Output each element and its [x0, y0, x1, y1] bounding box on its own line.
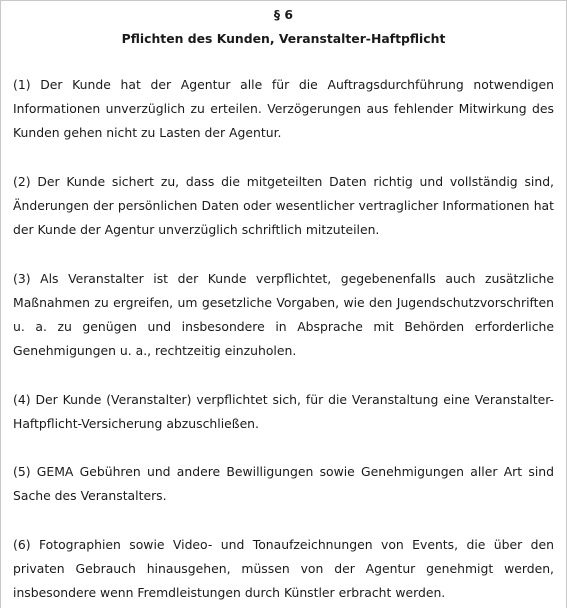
clause-4: (4) Der Kunde (Veranstalter) verpflichtet sich, für die Veranstaltung eine Veranstalter-Haftpflicht-Versicherung abzuschließen.: [13, 392, 554, 431]
clause-3: (3) Als Veranstalter ist der Kunde verpflichtet, gegebenenfalls auch zusätzliche Maßnahmen zu ergreifen, um gesetzliche Vorgaben, wie den Jugendschutzvorschriften u. a. zu genügen und insbesondere in Absprache mit Behörden erforderliche Genehmigungen u. a., rechtzeitig einzuholen.: [13, 271, 554, 358]
clause-5: (5) GEMA Gebühren und andere Bewilligungen sowie Genehmigungen aller Art sind Sache des Veranstalters.: [13, 464, 554, 503]
clause-6: (6) Fotographien sowie Video- und Tonaufzeichnungen von Events, die über den privaten Gebrauch hinausgehen, müssen von der Agentur genehmigt werden, insbesondere wenn Fremdleistungen durch Künstler erbracht werden.: [13, 537, 554, 600]
section-title: Pflichten des Kunden, Veranstalter-Haftpflicht: [121, 31, 446, 46]
clause-1: (1) Der Kunde hat der Agentur alle für die Auftragsdurchführung notwendigen Informationen unverzüglich zu erteilen. Verzögerungen aus fehlender Mitwirkung des Kunden gehen nicht zu Lasten der Agentur.: [13, 77, 554, 140]
section-number: § 6: [273, 7, 294, 22]
clause-2: (2) Der Kunde sichert zu, dass die mitgeteilten Daten richtig und vollständig sind, Änderungen der persönlichen Daten oder wesentlicher vertraglicher Informationen hat der Kunde der Agentur unverzüglich schriftlich mitzuteilen.: [13, 174, 554, 237]
